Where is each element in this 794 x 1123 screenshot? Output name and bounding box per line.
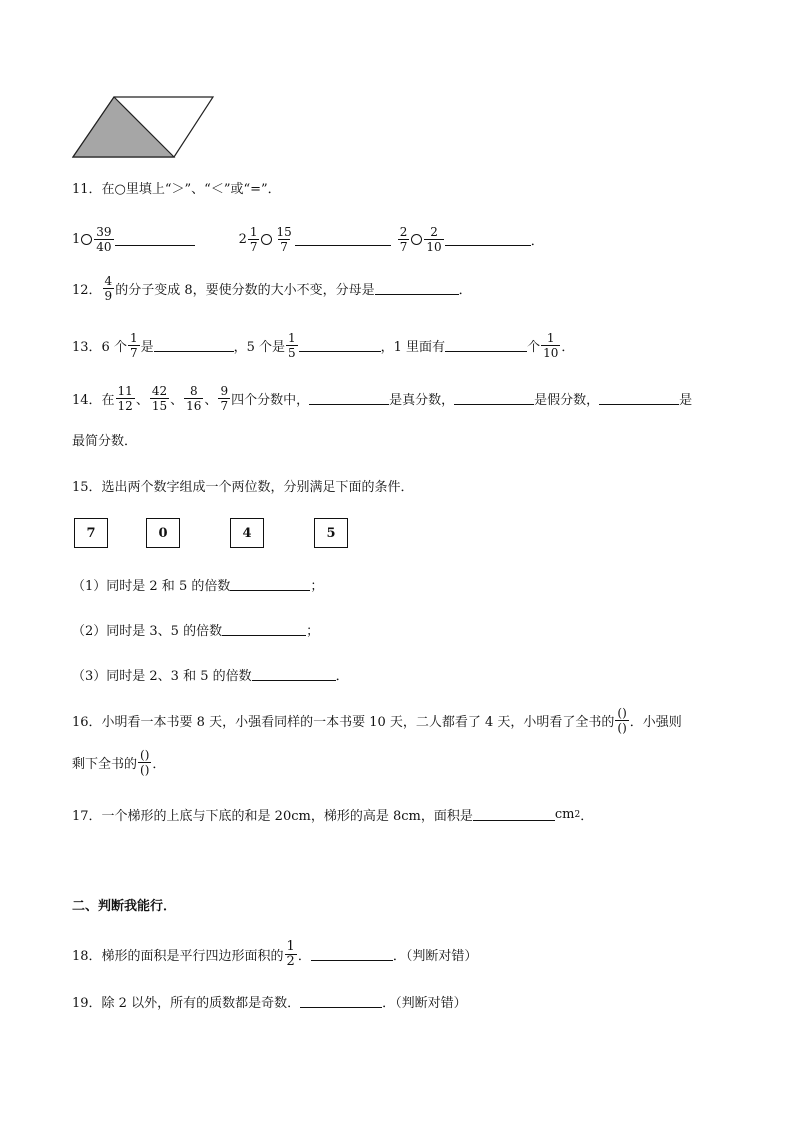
answer-blank[interactable] (599, 392, 679, 405)
question-15-title: 15．选出两个数字组成一个两位数，分别满足下面的条件． (72, 480, 414, 495)
answer-blank[interactable] (309, 392, 389, 405)
answer-blank[interactable] (300, 995, 382, 1008)
answer-blank[interactable] (295, 233, 391, 246)
fraction: $\frac{8}{16}$ (186, 384, 202, 413)
fraction: $\frac{4}{9}$ (104, 274, 113, 303)
question-15-sub3: （3）同时是 2、3 和 5 的倍数 ． (72, 669, 349, 684)
question-15-sub1: （1）同时是 2 和 5 的倍数 ； (72, 579, 324, 594)
answer-blank[interactable] (473, 808, 555, 821)
fraction: $\frac{2}{7}$ (399, 225, 408, 254)
question-15-sub2: （2）同时是 3、5 的倍数 ； (72, 624, 320, 639)
question-11-title: 11．在○里填上“＞”、“＜”或“=”． (72, 182, 281, 197)
blank-fraction[interactable]: $\frac{()}{()}$ (617, 706, 627, 735)
answer-blank[interactable] (375, 282, 459, 295)
fraction: $\frac{9}{7}$ (220, 384, 229, 413)
compare-circle[interactable] (81, 234, 92, 245)
fraction: $\frac{42}{15}$ (151, 384, 168, 413)
fraction: $\frac{15}{7}$ (276, 225, 292, 254)
question-12: 12． $\frac{4}{9}$ 的分子变成 8，要使分数的大小不变，分母是 ． (72, 274, 472, 303)
fraction: $\frac{1}{7}$ (129, 331, 138, 360)
answer-blank[interactable] (222, 623, 306, 636)
section-title: 二、判断我能行． (72, 899, 177, 914)
question-18: 18．梯形的面积是平行四边形面积的 $\frac{1}{2}$ ． ．（判断对错） (72, 939, 478, 969)
question-11-items: 1 $\frac{39}{40}$ 2 $\frac{1}{7}$ $\frac{15}{7}$ $\frac{2}{7}$ $\frac{2}{10}$ ． (72, 225, 544, 254)
question-14-line2: 最简分数． (72, 434, 138, 449)
blank-fraction[interactable]: $\frac{()}{()}$ (140, 748, 150, 777)
answer-blank[interactable] (445, 233, 531, 246)
compare-circle[interactable] (261, 234, 272, 245)
answer-blank[interactable] (454, 392, 534, 405)
fraction: $\frac{11}{12}$ (117, 384, 133, 413)
digit-card: 7 (74, 518, 108, 548)
question-16-line2: 剩下全书的 $\frac{()}{()}$ ． (72, 748, 166, 777)
parallelogram-figure (70, 94, 218, 160)
question-13: 13．6 个 $\frac{1}{7}$ 是 ，5 个是 $\frac{1}{5}$ ，1 里面有 个 $\frac{1}{10}$ ． (72, 331, 575, 360)
question-16-line1: 16．小明看一本书要 8 天，小强看同样的一本书要 10 天，二人都看了 4 天，小明看了全书的 $\frac{()}{()}$ ．小强则 (72, 706, 682, 735)
answer-blank[interactable] (115, 233, 195, 246)
question-19: 19．除 2 以外，所有的质数都是奇数． ．（判断对错） (72, 996, 467, 1011)
fraction: $\frac{1}{7}$ (249, 225, 258, 254)
question-17: 17．一个梯形的上底与下底的和是 20cm，梯形的高是 8cm，面积是 cm 2 ． (72, 807, 594, 824)
answer-blank[interactable] (299, 339, 381, 352)
answer-blank[interactable] (252, 668, 336, 681)
answer-blank[interactable] (311, 948, 393, 961)
digit-card: 0 (146, 518, 180, 548)
fraction: $\frac{1}{10}$ (543, 331, 559, 360)
question-14: 14．在 $\frac{11}{12}$ 、 $\frac{42}{15}$ 、 $\frac{8}{16}$ 、 $\frac{9}{7}$ 四个分数中， 是真分数， 是假分数， 是 (72, 384, 693, 413)
answer-blank[interactable] (445, 339, 527, 352)
fraction: $\frac{1}{5}$ (288, 331, 296, 360)
digit-card: 5 (314, 518, 348, 548)
answer-blank[interactable] (154, 339, 234, 352)
answer-blank[interactable] (230, 578, 310, 591)
fraction: $\frac{1}{2}$ (286, 939, 295, 969)
fraction: $\frac{2}{10}$ (426, 225, 442, 254)
fraction: $\frac{39}{40}$ (96, 225, 112, 254)
compare-circle[interactable] (411, 234, 422, 245)
digit-card: 4 (230, 518, 264, 548)
